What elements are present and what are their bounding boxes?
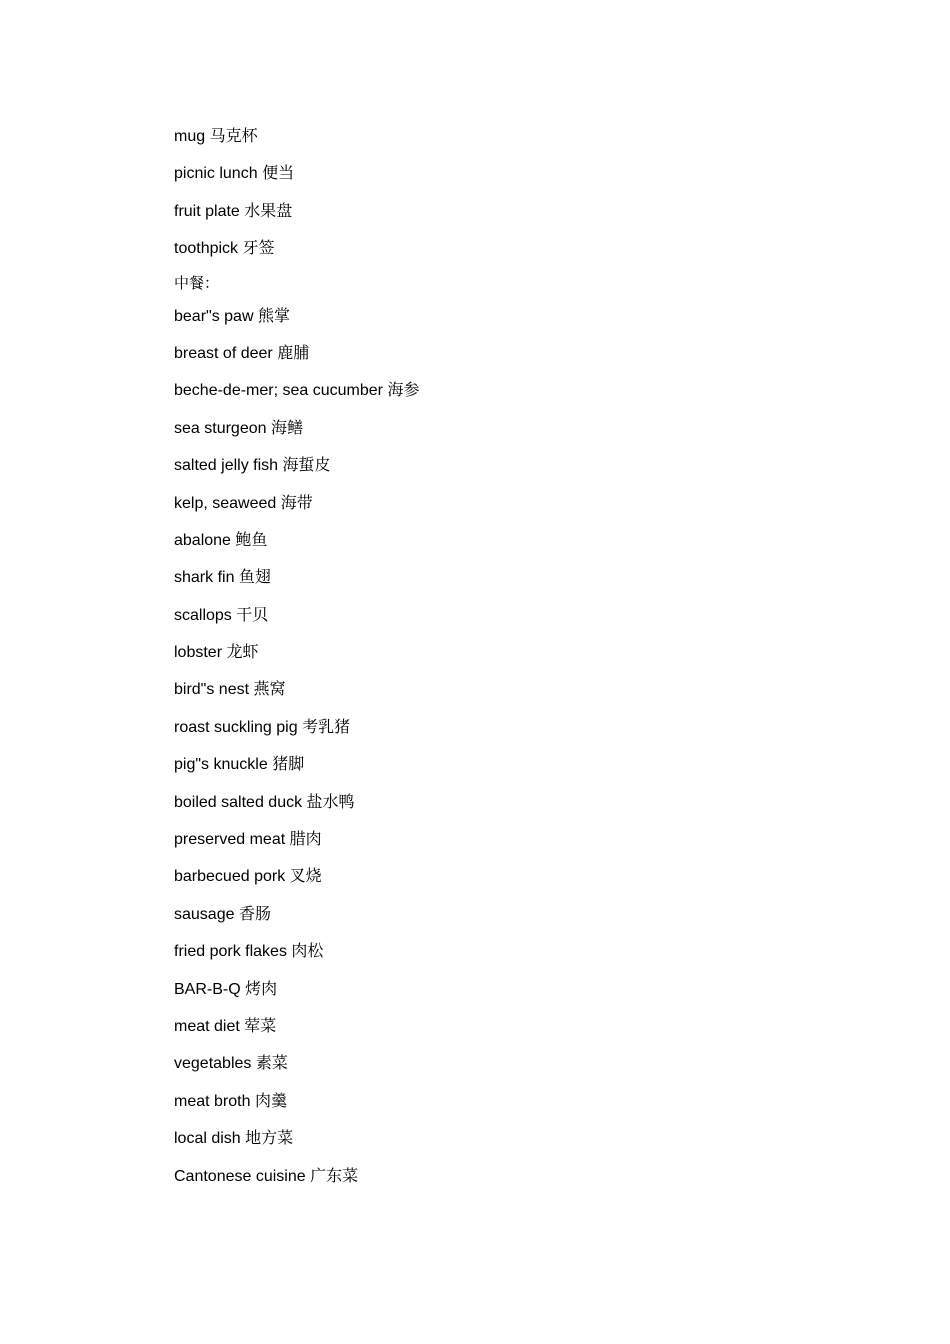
vocabulary-list [174,125,874,1202]
english-term: vegetables [174,1055,252,1073]
vocabulary-entry [174,125,874,162]
vocabulary-entry [174,529,874,566]
english-term: salted jelly fish [174,457,279,475]
english-term: bird"s nest [174,681,250,699]
english-term: beche-de-mer; sea cucumber [174,382,383,400]
vocabulary-entry [174,1015,874,1052]
chinese-term: 鹿脯 [277,342,310,362]
chinese-term: 海鳝 [270,417,303,437]
vocabulary-entry [174,641,874,678]
english-term: abalone [174,531,231,549]
english-term: sea sturgeon [174,419,267,437]
english-term: roast suckling pig [174,718,298,736]
english-term: preserved meat [174,831,286,849]
english-term: BAR-B-Q [174,980,241,998]
english-term: lobster [174,644,223,662]
chinese-term: 猪脚 [272,754,305,774]
vocabulary-entry [174,791,874,828]
chinese-term: 荤菜 [244,1015,277,1035]
chinese-term: 龙虾 [226,642,259,662]
vocabulary-entry [174,200,874,237]
chinese-term: 便当 [262,163,295,183]
vocabulary-entry [174,1090,874,1127]
vocabulary-entry [174,305,874,342]
chinese-term: 盐水鸭 [306,791,355,811]
english-term: toothpick [174,240,239,258]
chinese-term: 肉松 [291,941,324,961]
chinese-term: 广东菜 [310,1165,359,1185]
vocabulary-entry [174,1127,874,1164]
vocabulary-entry [174,828,874,865]
english-term: fried pork flakes [174,943,287,961]
english-term: scallops [174,606,232,624]
chinese-term: 燕窝 [253,679,286,699]
english-term: fruit plate [174,202,240,220]
vocabulary-entry [174,1165,874,1202]
vocabulary-entry [174,379,874,416]
chinese-term: 鱼翅 [238,567,271,587]
vocabulary-entry [174,604,874,641]
vocabulary-entry [174,940,874,977]
vocabulary-entry [174,492,874,529]
chinese-term: 干贝 [236,604,269,624]
chinese-term: 肉羹 [254,1090,287,1110]
chinese-term: 海蜇皮 [282,455,331,475]
chinese-term: 考乳猪 [302,716,351,736]
vocabulary-entry [174,237,874,274]
vocabulary-entry [174,978,874,1015]
english-term: boiled salted duck [174,793,303,811]
english-term: local dish [174,1130,241,1148]
vocabulary-entry [174,903,874,940]
chinese-term: 牙签 [242,238,275,258]
vocabulary-entry [174,753,874,790]
vocabulary-entry [174,865,874,902]
chinese-term: 海参 [387,380,420,400]
vocabulary-entry [174,342,874,379]
chinese-term: 海带 [280,492,313,512]
english-term: picnic lunch [174,165,258,183]
english-term: barbecued pork [174,868,286,886]
chinese-term: 素菜 [255,1053,288,1073]
vocabulary-entry [174,678,874,715]
english-term: meat broth [174,1092,251,1110]
english-term: mug [174,128,206,145]
vocabulary-entry [174,1052,874,1089]
vocabulary-entry [174,566,874,603]
english-term: breast of deer [174,344,273,362]
vocabulary-entry [174,162,874,199]
chinese-term: 马克杯 [209,126,258,145]
chinese-term: 腊肉 [289,829,322,849]
chinese-term: 水果盘 [244,200,293,220]
english-term: bear"s paw [174,307,254,325]
chinese-term: 香肠 [238,903,271,923]
english-term: meat diet [174,1017,240,1035]
vocabulary-entry [174,417,874,454]
english-term: Cantonese cuisine [174,1167,306,1185]
section-heading: 中餐： [174,273,220,292]
english-term: shark fin [174,569,235,587]
chinese-term: 叉烧 [289,866,322,886]
english-term: pig"s knuckle [174,756,268,774]
vocabulary-entry [174,716,874,753]
chinese-term: 熊掌 [257,305,290,325]
chinese-term: 鲍鱼 [235,529,268,549]
english-term: kelp, seaweed [174,494,277,512]
english-term: sausage [174,905,235,923]
chinese-term: 烤肉 [245,978,278,998]
vocabulary-entry [174,454,874,491]
chinese-term: 地方菜 [245,1128,294,1148]
